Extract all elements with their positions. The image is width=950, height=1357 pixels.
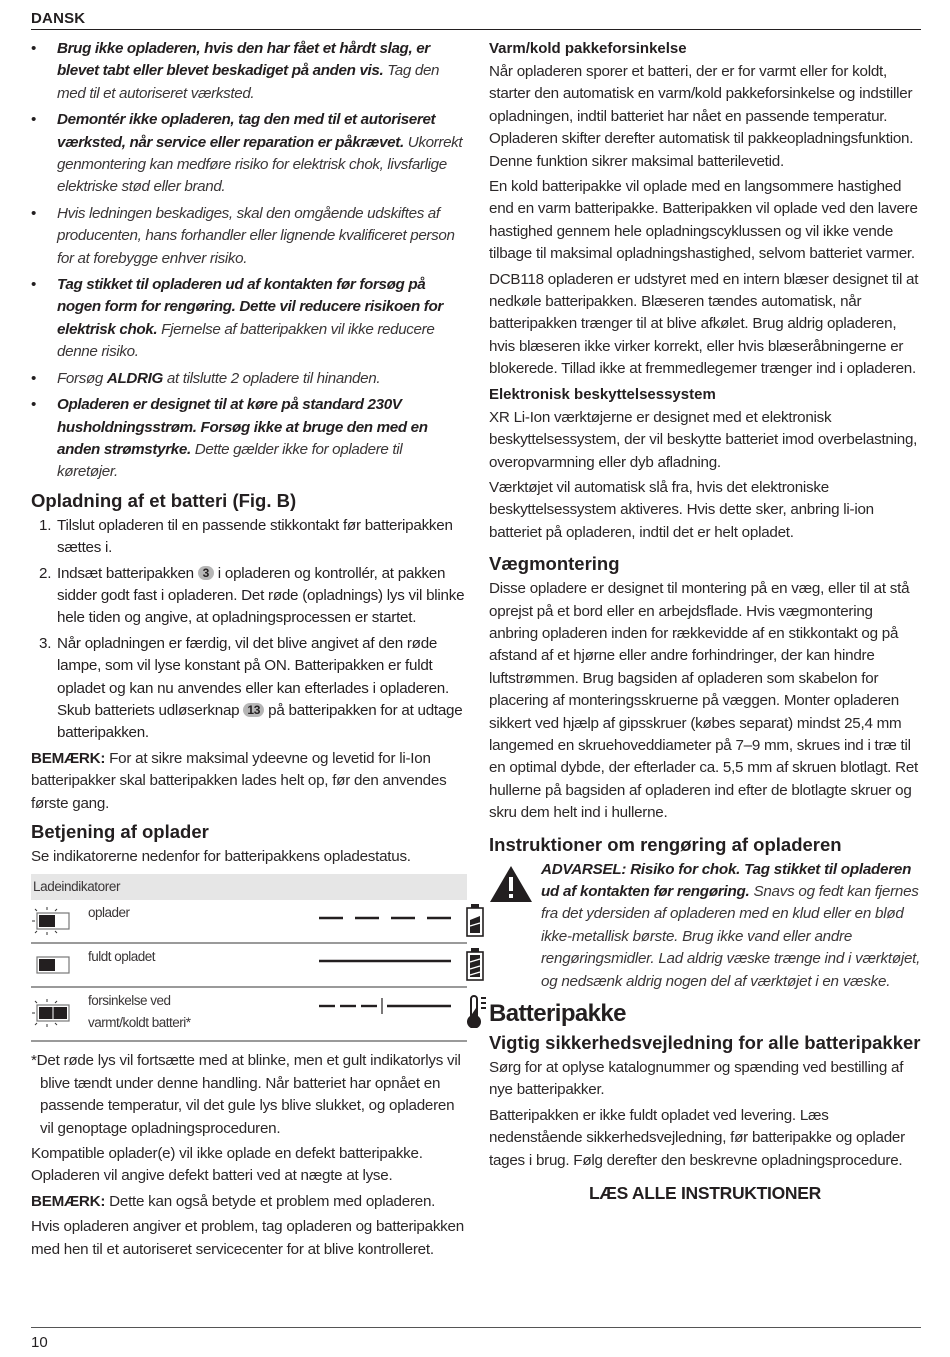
cleaning-warning: ADVARSEL: Risiko for chok. Tag stikket til opladeren ud af kontakten før rengøring. Snavs og fedt kan fjernes fra det ydersiden af opladeren med en klud eller en blød ikke-metallisk børste. Brug ikke vand eller andre rengøringsmidler. Lad aldrig væske trænge ind i værktøjet, og nedsænk aldrig nogen del af værktøjet i en væske. (489, 859, 921, 993)
indicator-row-full (31, 944, 467, 988)
operation-heading: Betjening af oplader (31, 821, 209, 842)
led-blinking-left-icon (31, 906, 75, 936)
hot-cold-paragraph: Når opladeren sporer et batteri, der er for varmt eller for koldt, starter den automatisk en varm/kold pakkeforsinkelse og indstiller opladningen, indtil batteriet har nået en passende temperatur. Opladeren skifter derefter automatisk til pakkeopladningsfunktion. Denne funktion sikrer maksimal batterilevetid. (489, 63, 914, 170)
callout-badge: 3 (198, 566, 214, 580)
safety-bullet: • Hvis ledningen beskadiges, skal den omgående udskiftes af producenten, hans forhandler eller lignende kvalificeret person for at forebygge enhver risiko. (31, 203, 467, 270)
charge-indicator-table (31, 874, 467, 1042)
charging-note: BEMÆRK: For at sikre maksimal ydeevne og levetid for li-Ion batteripakker skal batteripakken lades helt op, før den anvendes første gang. (31, 749, 447, 812)
page-number: 10 (31, 1334, 48, 1351)
indicator-row-charging (31, 900, 467, 944)
safety-bullet: • Brug ikke opladeren, hvis den har fået et hårdt slag, er blevet tabt eller blevet beskadiget på anden vis. Tag den med til et autoriseret værksted. (31, 38, 467, 105)
problem-text: Hvis opladeren angiver et problem, tag opladeren og batteripakken med hen til et autoriseret servicecenter for at blive kontrolleret. (31, 1218, 464, 1258)
step-item: 2. Indsæt batteripakken 3 i opladeren og kontrollér, at pakken sidder godt fast i opladeren. Det røde (opladnings) lys vil blinke hele tiden og angive, at opladningsprocessen er startet. (39, 564, 465, 627)
solid-pattern-icon (319, 954, 453, 974)
callout-badge: 13 (243, 703, 264, 717)
protection-paragraph: Værktøjet vil automatisk slå fra, hvis det elektroniske beskyttelsessystem aktiveres. Hvis dette sker, anbring li-ion batteriet på opladeren, indtil det er helt opladet. (489, 478, 874, 541)
dashed-then-solid-pattern-icon (319, 998, 453, 1018)
battery-paragraph: Sørg for at oplyse katalognummer og spænding ved bestilling af nye batteripakker. (489, 1059, 904, 1099)
indicator-table-header: Ladeindikatorer (31, 874, 467, 900)
safety-bullet: • Forsøg ALDRIG at tilslutte 2 opladere til hinanden. (31, 368, 467, 390)
wall-mount-paragraph: Disse opladere er designet til montering på en væg, eller til at stå oprejst på et bord eller en arbejdsflade. Hvis vægmontering anbring opladeren inden for rækkevidde af en stikkontakt og på afstand af et hjørne eller andre forhindringer, der kan hindre luftstrømmen. Brug bagsiden af opladeren som skabelon for placering af monteringsskruerne på væggen. Monter opladeren sikkert ved hjælp af gipsskruer (købes separat) mindst 25,4 mm langemed en skruehoveddiameter på 7–9 mm, skrues ind i træ til en optimal dybde, der efterlader ca. 5,5 mm af skruen blotlagt. Ret hullerne på bagsiden af opladeren ind efter de blotlagte skruer og skru dem helt ind i hullerne. (489, 580, 918, 822)
led-solid-left-icon (31, 950, 75, 980)
cleaning-heading: Instruktioner om rengøring af opladeren (489, 833, 842, 855)
header-divider (31, 29, 921, 30)
warning-triangle-icon (489, 865, 533, 903)
fan-paragraph: DCB118 opladeren er udstyret med en intern blæser designet til at nedkøle batteripakken. Blæseren tændes automatisk, når batteripakken trænger til at blive afkølet. Brug aldrig opladeren, hvis blæseren ikke virker korrekt, eller hvis blæseråbningerne er blokerede. Tillad ikke at fremmedlegemer trænger ind i opladeren. (489, 270, 919, 378)
indicator-label: fuldt opladet (88, 949, 156, 965)
protection-heading: Elektronisk beskyttelsessystem (489, 385, 716, 403)
dashed-pattern-icon (319, 910, 453, 930)
indicator-label: oplader (88, 905, 130, 921)
operation-note: BEMÆRK: Dette kan også betyde et problem med opladeren. (31, 1192, 436, 1210)
operation-intro: Se indikatorerne nedenfor for batteripakkens opladestatus. (31, 848, 411, 865)
footer-divider (31, 1327, 921, 1328)
indicator-row-hot-cold-delay (31, 988, 467, 1042)
defect-battery-text: Kompatible oplader(e) vil ikke oplade en defekt batteripakke. Opladeren vil angive defekt batteri ved at nægte at lyse. (31, 1145, 423, 1185)
safety-bullet: • Opladeren er designet til at køre på standard 230V husholdningsstrøm. Forsøg ikke at bruge den med en anden strømstyrke. Dette gælder ikke for opladere til køretøjer. (31, 394, 467, 484)
step-item: 3. Når opladningen er færdig, vil det blive angivet af den røde lampe, som vil lyse konstant på ON. Batteripakken er fuldt opladet og kan nu anvendes eller kan efterlades i opladeren. Skub batteriets udløserknap 13 på batteripakken for at udtage batteripakken. (39, 634, 463, 742)
protection-paragraph: XR Li-Ion værktøjerne er designet med et elektronisk beskyttelsessystem, der vil beskytte batteriet imod overbelastning, overopvarmning eller dyb afladning. (489, 408, 918, 471)
language-label: DANSK (31, 10, 86, 27)
charging-heading: Opladning af et batteri (Fig. B) (31, 489, 297, 511)
safety-bullet: • Demontér ikke opladeren, tag den med til et autoriseret værksted, når service eller reparation er påkrævet. Ukorrekt genmontering kan medføre risiko for elektrisk chok, livsfarlige elektriske stød eller brand. (31, 109, 467, 199)
hot-cold-paragraph: En kold batteripakke vil oplade med en langsommere hastighed end en varm batteripakke. Batteripakken vil oplade ved den lavere hastighed gennem hele opladningscyklussen og vil ikke vende tilbage til maksimal opladningshastighed, selvom batteriet varmer. (489, 178, 918, 263)
left-column (31, 38, 467, 1264)
charging-steps (31, 515, 467, 745)
thermometer-icon (465, 994, 489, 1028)
read-all-instructions: LÆS ALLE INSTRUKTIONER (589, 1183, 821, 1204)
safety-bullet: • Tag stikket til opladeren ud af kontakten før forsøg på nogen form for rengøring. Dette vil reducere risikoen for elektrisk chok. Fjernelse af batteripakken vil ikke reducere denne risiko. (31, 274, 467, 364)
battery-full-icon (465, 948, 485, 982)
indicator-footnote: *Det røde lys vil fortsætte med at blinke, men et gult indikatorlys vil blive tændt under denne handling. Når batteriet har opnået en passende temperatur, vil det gule lys blive slukket, og opladeren vil genoptage opladningsproceduren. (31, 1052, 461, 1137)
right-column (489, 38, 921, 1204)
battery-pack-heading: Batteripakke (489, 1000, 626, 1028)
led-blinking-both-icon (31, 998, 75, 1028)
safety-bullet-list (31, 38, 467, 484)
wall-mount-heading: Vægmontering (489, 553, 620, 575)
step-item: 1. Tilslut opladeren til en passende stikkontakt før batteripakken sættes i. (39, 516, 453, 557)
hot-cold-heading: Varm/kold pakkeforsinkelse (489, 40, 687, 57)
battery-charging-icon (465, 904, 485, 938)
indicator-label: forsinkelse ved varmt/koldt batteri* (88, 993, 191, 1031)
battery-safety-subheading: Vigtig sikkerhedsvejledning for alle batteripakker (489, 1032, 921, 1054)
battery-paragraph: Batteripakken er ikke fuldt opladet ved levering. Læs nedenstående sikkerhedsvejledning, før batteripakke og oplader tages i brug. Følg derefter den beskrevne opladningsprocedure. (489, 1106, 905, 1169)
